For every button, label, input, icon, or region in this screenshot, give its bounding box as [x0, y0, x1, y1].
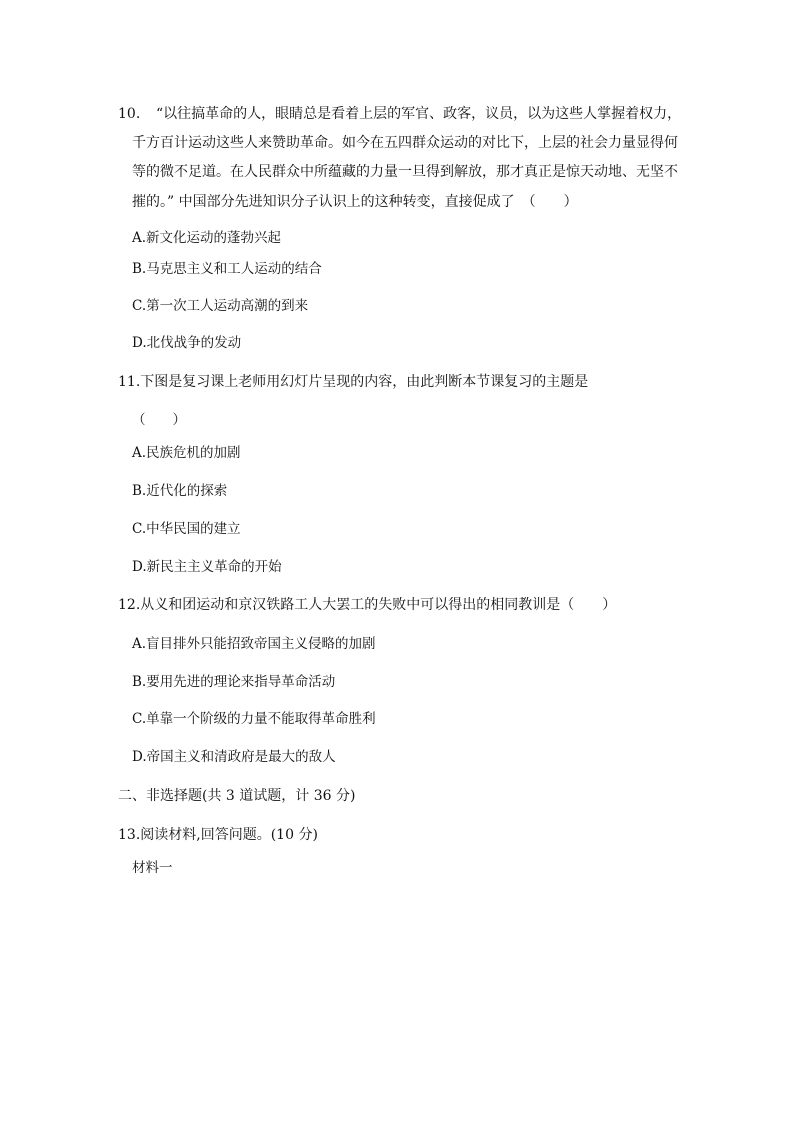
question-text: “以往搞革命的人，眼睛总是看着上层的军官、政客，议员，以为这些人掌握着权力， [156, 106, 682, 122]
question-12-option-d: D.帝国主义和清政府是最大的敌人 [132, 749, 336, 765]
question-10-option-d: D.北伐战争的发动 [132, 335, 242, 351]
question-number: 10. [118, 106, 141, 122]
question-13-stem: 13.阅读材料,回答问题。(10 分) [118, 827, 318, 843]
question-12-option-b: B.要用先进的理论来指导革命活动 [132, 674, 336, 690]
question-11-stem: 11.下图是复习课上老师用幻灯片呈现的内容，由此判断本节课复习的主题是 [118, 374, 589, 390]
question-10-line-1 [118, 104, 681, 124]
question-12-option-a: A.盲目排外只能招致帝国主义侵略的加剧 [132, 636, 376, 652]
question-12-stem: 12.从义和团运动和京汉铁路工人大罢工的失败中可以得出的相同教训是（ ） [118, 597, 617, 613]
question-12-option-c: C.单靠一个阶级的力量不能取得革命胜利 [132, 711, 376, 727]
material-label: 材料一 [132, 860, 173, 876]
question-10-option-a: A.新文化运动的蓬勃兴起 [132, 230, 282, 246]
question-11-option-d: D.新民主主义革命的开始 [132, 559, 282, 575]
answer-bracket: （ ） [132, 412, 186, 428]
question-10-line-2: 千方百计运动这些人来赞助革命。如今在五四群众运动的对比下，上层的社会力量显得何 [132, 135, 678, 151]
question-10-line-3: 等的微不足道。在人民群众中所蕴藏的力量一旦得到解放，那才真正是惊天动地、无坚不 [132, 164, 678, 180]
question-10-option-b: B.马克思主义和工人运动的结合 [132, 261, 322, 277]
question-10-line-4: 摧的。” 中国部分先进知识分子认识上的这种转变，直接促成了 （ ） [132, 194, 578, 210]
question-10-option-c: C.第一次工人运动高潮的到来 [132, 298, 309, 314]
question-11-option-b: B.近代化的探索 [132, 483, 228, 499]
question-11-option-a: A.民族危机的加剧 [132, 445, 241, 461]
section-heading: 二、非选择题(共 3 道试题，计 36 分) [118, 788, 356, 804]
question-11-option-c: C.中华民国的建立 [132, 521, 241, 537]
